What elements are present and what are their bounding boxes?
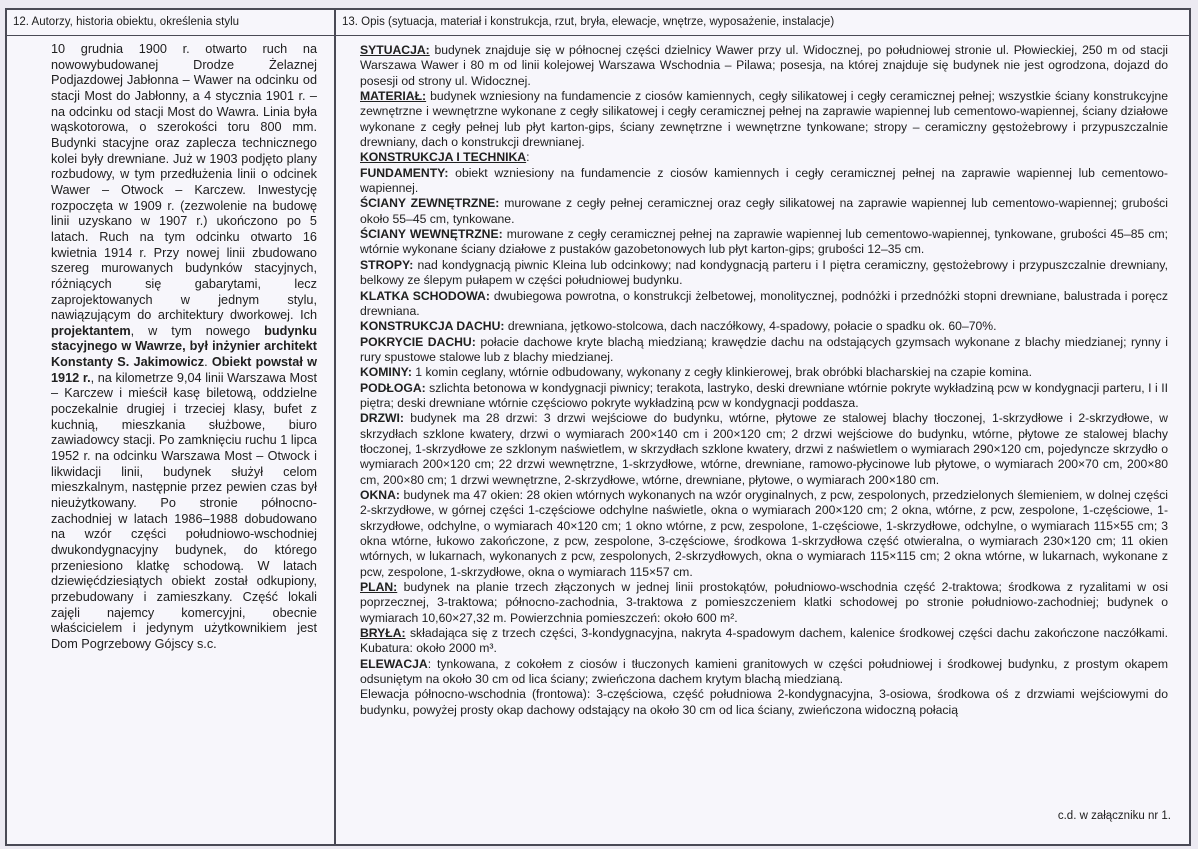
section-text: budynek na planie trzech złączonych w jednej linii prostokątów, południowo-wschodnia część 2-traktowa; środkowa z ryzalitami w osi poprzecznej, 3-traktowa; północno-zachodnia, 3-traktowa z pomieszczeniem klatki schodowej po stronie południowo-zachodniej; budynek o wymiarach 10,60×27,32 m. Powierzchnia pomieszczeń: około 600 m². — [360, 580, 1168, 625]
description-paragraph — [360, 227, 1168, 258]
description-column — [336, 10, 1189, 844]
section-text: budynek wzniesiony na fundamencie z ciosów kamiennych, cegły silikatowej i cegły ceramicznej pełnej; wszystkie ściany konstrukcyjne zewnętrzne i wewnętrzne wykonane z cegły silikatowej i cegły ceramicznej pełnej na zaprawie wapiennej lub cementowo-wapiennej, ściany działowe wykonane z cegły pełnej lub płyt karton-gips, ściany zewnętrzne i wewnętrzne tynkowane; stropy – ceramiczny gęstożebrowy i przypuszczalnie drewniany, dach o konstrukcji drewnianej. — [360, 89, 1168, 150]
history-rest: , na kilometrze 9,04 linii Warszawa Most – Karczew i mieścił kasę biletową, oddzielne poczekalnie drugiej i trzeciej klasy, bufet z kuchnią, mieszkania służbowe, biuro zawiadowcy stacji. Po zamknięciu ruchu 1 lipca 1952 r. na odcinku Warszawa Most – Otwock i likwidacji linii, budynek służył celom mieszkalnym, następnie przez pewien czas był nieużytkowany. Po stronie północno-zachodniej w latach 1986–1988 dobudowano na wzór części południowo-wschodniej dwukondygnacyjny budynek, do którego przeniesiono klatkę schodową. W latach dziewięćdziesiątych obiekt został odkupiony, przebudowany i zamieszkany. Część lokali zajęli najemcy komercyjni, obecnie właścicielem i jedynym użytkownikiem jest Dom Pogrzebowy Gójscy s.c. — [51, 370, 317, 651]
section-text: szlichta betonowa w kondygnacji piwnicy; terakota, lastryko, deski drewniane wtórnie pokryte wykładziną pcw w kondygnacji parteru, I i II piętra; deski drewniane wtórnie częściowo pokryte wykładziną pcw w kondygnacji poddasza. — [360, 380, 1168, 410]
section-label: PLAN: — [360, 580, 398, 595]
history-column — [7, 10, 334, 844]
history-bold-designer: projektantem — [51, 323, 131, 338]
description-paragraph — [360, 319, 1168, 334]
section-text: budynek znajduje się w północnej części dzielnicy Wawer przy ul. Widocznej, po południowej stronie ul. Płowieckiej, 250 m od stacji Warszawa Wawer i 80 m od linii kolejowej Warszawa Wschodnia – Pilawa; posesja, na której znajduje się budynek nie jest ogrodzona, dojazd do posesji od strony ul. Widocznej. — [360, 43, 1168, 88]
description-paragraph — [360, 687, 1168, 718]
history-header: 12. Autorzy, historia obiektu, określenia stylu — [7, 10, 334, 36]
description-paragraph — [360, 43, 1168, 89]
description-paragraph — [360, 150, 1168, 165]
document-sheet — [5, 8, 1191, 846]
section-label: SYTUACJA: — [360, 43, 430, 57]
section-text: dwubiegowa powrotna, o konstrukcji żelbetowej, monolitycznej, podnóżki i przednóżki stopni drewniane, balustrada i poręcz drewniana. — [360, 288, 1168, 318]
description-paragraph — [360, 166, 1168, 197]
description-header: 13. Opis (sytuacja, materiał i konstrukcja, rzut, bryła, elewacje, wnętrze, wyposażenie, instalacje) — [336, 10, 1189, 36]
description-paragraph — [360, 335, 1168, 366]
section-label: DRZWI: — [360, 411, 404, 426]
history-mid1: , w tym nowego — [130, 323, 265, 338]
section-text: obiekt wzniesiony na fundamencie z ciosów kamiennych i cegły ceramicznej pełnej na zaprawie wapiennej lub cementowo-wapiennej. — [360, 165, 1168, 196]
section-text: nad kondygnacją piwnic Kleina lub odcinkowy; nad kondygnacją parteru i I piętra ceramiczny, gęstożebrowy i przypuszczalnie drewniany, belkowy ze ślepym pułapem w części południowej budynku. — [360, 257, 1168, 288]
history-paragraph — [51, 42, 317, 653]
history-bold-building: budynku stacyjnego w Wawrze, był inżynier architekt Konstanty S. Jakimowicz — [51, 323, 317, 370]
description-paragraph — [360, 626, 1168, 657]
section-label: ŚCIANY WEWNĘTRZNE: — [360, 227, 503, 242]
section-text: drewniana, jętkowo-stolcowa, dach naczółkowy, 4-spadowy, połacie o spadku ok. 60–70%. — [504, 319, 997, 334]
section-label: MATERIAŁ: — [360, 89, 427, 104]
section-label: STROPY: — [360, 257, 414, 272]
section-label: KOMINY: — [360, 365, 412, 380]
section-text: składająca się z trzech części, 3-kondygnacyjna, nakryta 4-spadowym dachem, kalenice środkowej części dachu zakończone naczółkami. Kubatura: około 2000 m³. — [360, 626, 1168, 656]
description-paragraph — [360, 365, 1168, 380]
description-paragraph — [360, 411, 1168, 488]
section-label: KONSTRUKCJA I TECHNIKA — [360, 150, 527, 165]
section-label: ELEWACJA — [360, 656, 428, 671]
description-paragraph — [360, 289, 1168, 320]
continuation-note: c.d. w załączniku nr 1. — [1057, 810, 1171, 822]
description-paragraph — [360, 258, 1168, 289]
section-text: 1 komin ceglany, wtórnie odbudowany, wykonany z cegły klinkierowej, brak obróbki blacharskiej na czapie komina. — [411, 365, 1032, 380]
section-label: FUNDAMENTY: — [360, 165, 449, 180]
history-bold-year: Obiekt powstał w 1912 r. — [51, 355, 317, 385]
section-text: murowane z cegły pełnej ceramicznej oraz cegły silikatowej na zaprawie wapiennej lub cementowo-wapiennej; grubości około 55–45 cm, tynkowane. — [360, 196, 1168, 226]
history-intro: 10 grudnia 1900 r. otwarto ruch na nowowybudowanej Drodze Żelaznej Podjazdowej Jabłonna – Wawer na odcinku od stacji Most do Jabłonny, a 4 stycznia 1901 r. – na odcinku od stacji Most do Wawra. Linia była wąskotorowa, o szerokości toru 800 mm. Budynki stacyjne oraz zaplecza technicznego kolei były drewniane. Już w 1903 podjęto plany rozbudowy, w tym przedłużenia linii o odcinek Wawer – Otwock – Karczew. Inwestycję rozpoczęta w 1909 r. (zezwolenie na budowę linii uzyskano w 1907 r.) ukończono po 5 latach. Ruch na tym odcinku otwarto 16 kwietnia 1914 r. Przy nowej linii zbudowano szereg murowanych budynków stacyjnych, różniących się gabarytami, lecz zaprojektowanych w jednym stylu, nawiązującym do architektury dworkowej. Ich — [51, 42, 317, 323]
section-label: KLATKA SCHODOWA: — [360, 288, 490, 303]
section-label: POKRYCIE DACHU: — [360, 334, 476, 349]
section-label: OKNA: — [360, 487, 400, 502]
section-text: budynek ma 47 okien: 28 okien wtórnych wykonanych na wzór oryginalnych, z pcw, zespolonych, przedzielonych ślemieniem, w dolnej części 2-skrzydłowe, w górnej części 1-częściowe odchylne naświetle, okna o wymiarach 200×120 cm; 2 okna, wtórne, z pcw, zespolone, 1-częściowe, 1-skrzydłowe, odchylne, o wymiarach 40×120 cm; 1 okno wtórne, z pcw, zespolone, 1-częściowe, 1-skrzydłowe, odchylne, o wymiarach 115×55 cm; 3 okna wtórne, łukowo zakończone, z pcw, zespolone, 3-częściowe, środkowa 1-skrzydłowa część otwieralna, o wymiarach 230×120 cm; 11 okien wtórnych, w lukarnach, wykonanych z pcw, zespolonych, 2-skrzydłowych, okna o wymiarach 115×115 cm; 2 okna wtórne, w lukarnach, wykonane z pcw, zespolone, 1-skrzydłowe, okna o wymiarach 115×57 cm. — [360, 487, 1168, 579]
section-text: murowane z cegły ceramicznej pełnej na zaprawie wapiennej lub cementowo-wapiennej, tynkowane, grubości 45–85 cm; wtórnie wykonane ściany działowe z pustaków gazobetonowych lub płyt karton-gips; grubości 12–35 cm. — [360, 227, 1168, 257]
section-text: połacie dachowe kryte blachą miedzianą; krawędzie dachu na odstających gzymsach wykonane z blachy miedzianej; rynny i rury spustowe stalowe lub z blachy miedzianej. — [360, 334, 1168, 364]
description-paragraph — [360, 488, 1168, 580]
section-label: KONSTRUKCJA DACHU: — [360, 319, 505, 334]
section-label: ŚCIANY ZEWNĘTRZNE: — [360, 196, 500, 211]
description-text — [360, 43, 1168, 718]
section-label: BRYŁA: — [360, 626, 406, 641]
section-text: : — [526, 150, 530, 165]
section-text: budynek ma 28 drzwi: 3 drzwi wejściowe do budynku, wtórne, płytowe ze stalowej blachy tłoczonej, 1-skrzydłowe i 2-skrzydłowe, w skrzydłach szklone kwatery, drzwi o wymiarach 200×140 cm i 200×120 cm; 2 drzwi wejściowe do budynku, wtórne, płytowe ze stalowej blachy tłoczonej, 1-skrzydłowe ze szklonym naświetlem, w skrzydłach szklone kwatery, drzwi z naświetlem o wymiarach 290×120 cm, pojedyncze skrzydło o wymiarach 200×120 cm; 22 drzwi wewnętrzne, 1-skrzydłowe, wtórne, drewniane, ramowo-płycinowe lub płytowe, o wymiarach 200×70 cm, 200×80 cm, 200×80 cm; 1 drzwi wewnętrzne, 2-skrzydłowe, wtórne, drewniane, płytowe, o wymiarach 200×180 cm. — [360, 411, 1168, 487]
description-paragraph — [360, 196, 1168, 227]
description-paragraph — [360, 580, 1168, 626]
section-text: Elewacja północno-wschodnia (frontowa): 3-częściowa, część południowa 2-kondygnacyjna, 3-osiowa, środkowa oś z drzwiami wejściowymi do budynku, powyżej prosty okap dachowy odstający na około 30 cm od lica ściany, zwieńczona widoczną połacią — [360, 687, 1168, 717]
history-text — [51, 42, 317, 653]
description-paragraph — [360, 381, 1168, 412]
section-label: PODŁOGA: — [360, 380, 426, 395]
description-paragraph — [360, 657, 1168, 688]
section-text: : tynkowana, z cokołem z ciosów i tłuczonych kamieni granitowych w części południowej i środkowej budynku, z prostym okapem odsuniętym na około 30 cm od lica ściany; zwieńczona dachem krytym blachą miedzianą. — [360, 656, 1168, 687]
description-paragraph — [360, 89, 1168, 150]
history-mid2: . — [204, 355, 212, 370]
